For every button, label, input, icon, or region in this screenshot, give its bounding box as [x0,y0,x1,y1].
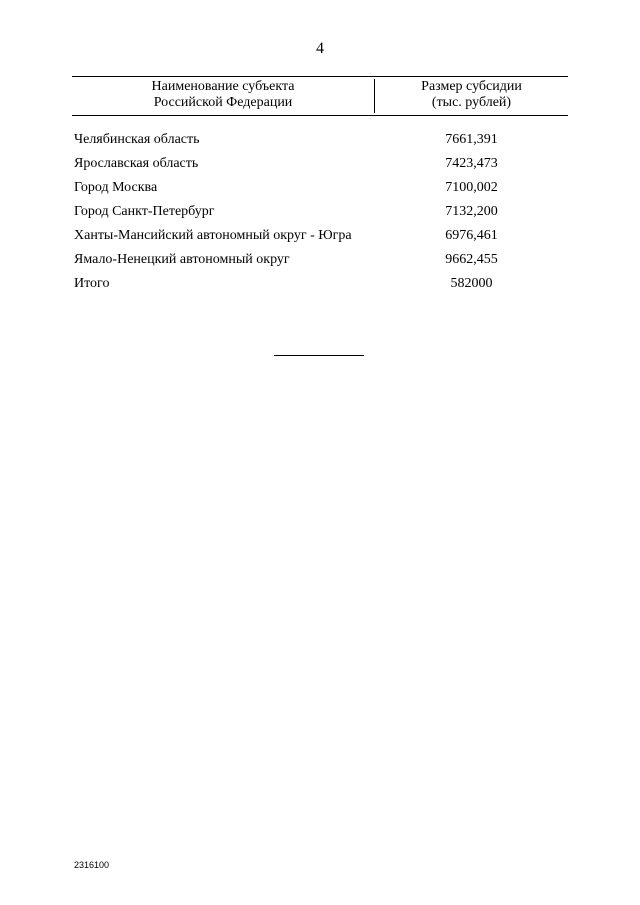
row-subsidy-value: 9662,455 [445,252,498,267]
row-subsidy-value: 7132,200 [445,204,498,219]
row-subject-name: Ярославская область [74,156,199,171]
header-subject-name-line1: Наименование субъекта [151,79,295,94]
row-subject-name: Ямало-Ненецкий автономный округ [74,252,290,267]
row-subsidy-value: 6976,461 [445,228,498,243]
subsidy-table-body [72,128,568,296]
row-subsidy-value: 7423,473 [445,156,498,171]
closing-rule [274,355,364,356]
table-row [72,248,568,272]
table-header-row [72,76,568,116]
table-row [72,224,568,248]
row-subsidy-value: 7661,391 [445,132,498,147]
table-row [72,200,568,224]
row-subject-name: Город Санкт-Петербург [74,204,215,219]
subsidy-table-header [72,76,568,116]
table-row-total [72,272,568,296]
row-subsidy-value: 7100,002 [445,180,498,195]
row-subject-name: Город Москва [74,180,158,195]
header-subject-name-line2: Российской Федерации [153,95,293,110]
table-row [72,176,568,200]
table-row [72,152,568,176]
row-subject-name: Челябинская область [74,132,200,147]
row-total-label: Итого [74,276,110,291]
page-number: 4 [316,40,324,57]
table-row [72,128,568,152]
header-subsidy-amount [375,79,568,111]
document-code: 2316100 [74,860,110,870]
row-total-value: 582000 [450,276,493,291]
row-subject-name: Ханты-Мансийский автономный округ - Югра [74,228,352,243]
header-subsidy-amount-line2: (тыс. рублей) [431,95,512,110]
header-subsidy-amount-line1: Размер субсидии [421,79,522,94]
header-subject-name [72,79,375,113]
